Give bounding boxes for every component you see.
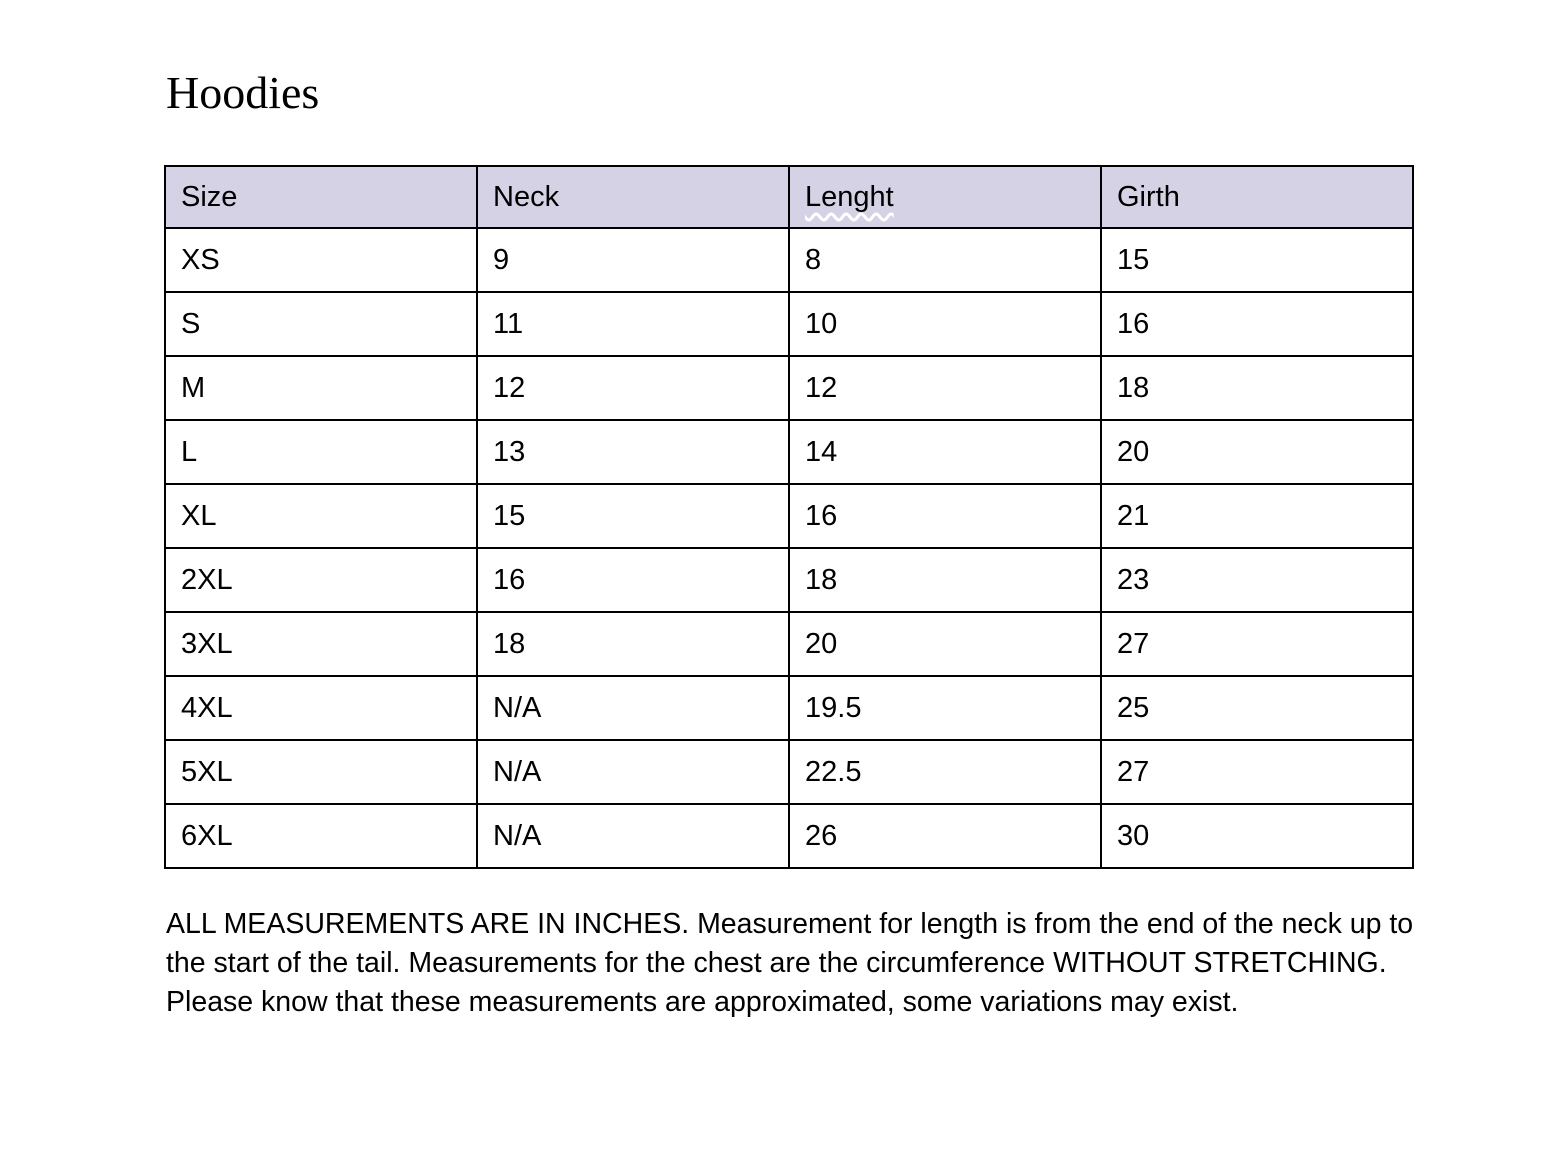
table-row — [165, 228, 1413, 292]
column-header-girth-label: Girth — [1117, 180, 1180, 213]
cell-girth: 25 — [1101, 676, 1413, 740]
cell-neck: 13 — [477, 420, 789, 484]
column-header-length-label-misspelled: Lenght — [805, 180, 894, 213]
cell-neck: 15 — [477, 484, 789, 548]
cell-girth: 21 — [1101, 484, 1413, 548]
column-header-size — [165, 166, 477, 228]
cell-length: 19.5 — [789, 676, 1101, 740]
cell-girth: 27 — [1101, 612, 1413, 676]
cell-length: 22.5 — [789, 740, 1101, 804]
cell-neck: N/A — [477, 740, 789, 804]
cell-girth: 27 — [1101, 740, 1413, 804]
cell-length: 16 — [789, 484, 1101, 548]
table-row — [165, 292, 1413, 356]
table-header-row — [165, 166, 1413, 228]
column-header-size-label: Size — [181, 180, 238, 213]
cell-length: 8 — [789, 228, 1101, 292]
cell-length: 20 — [789, 612, 1101, 676]
cell-neck: N/A — [477, 804, 789, 868]
cell-size: L — [165, 420, 477, 484]
cell-length: 18 — [789, 548, 1101, 612]
cell-length: 10 — [789, 292, 1101, 356]
size-chart-table — [164, 165, 1414, 869]
measurement-note: ALL MEASUREMENTS ARE IN INCHES. Measurement for length is from the end of the neck up to the start of the tail. Measurements for the chest are the circumference WITHOUT STRETCHING. Please know that these measurements are approximated, some variations may exist. — [166, 908, 1414, 1018]
cell-size: 2XL — [165, 548, 477, 612]
cell-girth: 15 — [1101, 228, 1413, 292]
cell-length: 12 — [789, 356, 1101, 420]
column-header-neck-label: Neck — [493, 180, 560, 213]
table-row — [165, 612, 1413, 676]
cell-size: S — [165, 292, 477, 356]
table-row — [165, 804, 1413, 868]
cell-girth: 20 — [1101, 420, 1413, 484]
cell-size: 3XL — [165, 612, 477, 676]
cell-length: 26 — [789, 804, 1101, 868]
table-row — [165, 676, 1413, 740]
table-row — [165, 740, 1413, 804]
cell-size: 4XL — [165, 676, 477, 740]
cell-girth: 18 — [1101, 356, 1413, 420]
cell-neck: 9 — [477, 228, 789, 292]
cell-neck: 16 — [477, 548, 789, 612]
cell-neck: N/A — [477, 676, 789, 740]
page-title: Hoodies — [166, 67, 320, 118]
column-header-length — [789, 166, 1101, 228]
table-row — [165, 548, 1413, 612]
cell-size: XL — [165, 484, 477, 548]
table-row — [165, 356, 1413, 420]
cell-neck: 12 — [477, 356, 789, 420]
cell-size: M — [165, 356, 477, 420]
column-header-girth — [1101, 166, 1413, 228]
cell-size: 5XL — [165, 740, 477, 804]
cell-neck: 18 — [477, 612, 789, 676]
column-header-neck — [477, 166, 789, 228]
cell-girth: 23 — [1101, 548, 1413, 612]
table-row — [165, 484, 1413, 548]
cell-neck: 11 — [477, 292, 789, 356]
cell-size: 6XL — [165, 804, 477, 868]
cell-girth: 16 — [1101, 292, 1413, 356]
table-row — [165, 420, 1413, 484]
cell-size: XS — [165, 228, 477, 292]
cell-length: 14 — [789, 420, 1101, 484]
cell-girth: 30 — [1101, 804, 1413, 868]
